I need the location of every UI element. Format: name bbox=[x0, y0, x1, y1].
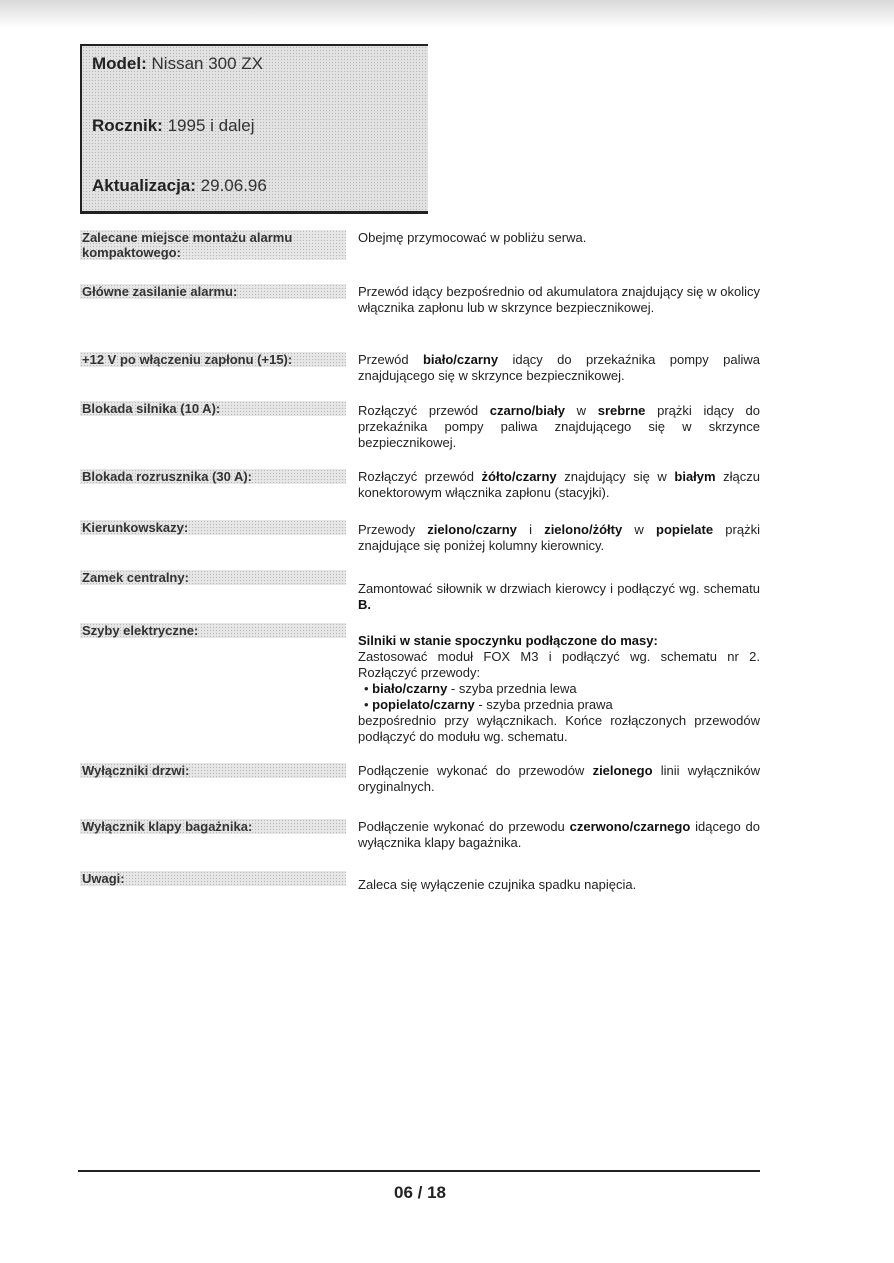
row-label: Główne zasilanie alarmu: bbox=[80, 284, 346, 299]
description-text: Podłączenie wykonać do przewodów bbox=[358, 763, 593, 778]
row-label: Zalecane miejsce montażu alarmu kompaktowego: bbox=[80, 230, 346, 260]
row-label: Uwagi: bbox=[80, 871, 346, 886]
description-text: linii wyłączników oryginalnych. bbox=[358, 763, 761, 794]
vehicle-info-box bbox=[80, 44, 428, 214]
row-label: Szyby elektryczne: bbox=[80, 623, 346, 638]
row-description bbox=[358, 403, 760, 451]
row-label: Kierunkowskazy: bbox=[80, 520, 346, 535]
description-heading: Silniki w stanie spoczynku podłączone do masy: bbox=[358, 633, 658, 648]
description-text: złączu konektorowym włącznika zapłonu (stacyjki). bbox=[358, 469, 760, 500]
wire-list bbox=[358, 681, 760, 713]
description-text: Rozłączyć przewód bbox=[358, 469, 482, 484]
row-description bbox=[358, 469, 760, 501]
description-text: w bbox=[622, 522, 656, 537]
year-value: 1995 i dalej bbox=[167, 116, 255, 135]
description-text: Obejmę przymocować w pobliżu serwa. bbox=[358, 230, 587, 245]
wire-position-text: - szyba przednia lewa bbox=[447, 681, 577, 696]
row-description bbox=[358, 763, 760, 795]
wire-color-text: biało/czarny bbox=[422, 352, 499, 367]
wire-color-text: czerwono/czarnego bbox=[569, 819, 691, 834]
wire-color-text: B. bbox=[358, 597, 371, 612]
description-text: Zaleca się wyłączenie czujnika spadku napięcia. bbox=[358, 877, 637, 892]
page-number: 06 / 18 bbox=[394, 1183, 446, 1202]
row-description bbox=[358, 581, 760, 613]
model-line bbox=[92, 54, 263, 74]
description-text: Zamontować siłownik w drzwiach kierowcy i podłączyć wg. schematu bbox=[358, 581, 760, 596]
description-text: Przewód bbox=[358, 352, 423, 367]
wire-color-text: biało/czarny bbox=[372, 681, 448, 696]
description-text: prążki znajdujące się poniżej kolumny kierownicy. bbox=[358, 522, 760, 553]
description-text: Przewody bbox=[358, 522, 428, 537]
row-description bbox=[358, 352, 760, 384]
description-text: Podłączenie wykonać do przewodu bbox=[358, 819, 570, 834]
wire-list-item bbox=[364, 681, 760, 697]
update-line bbox=[92, 176, 267, 196]
wire-color-text: białym bbox=[674, 469, 716, 484]
row-description bbox=[358, 522, 760, 554]
update-value: 29.06.96 bbox=[200, 176, 267, 195]
row-description bbox=[358, 633, 760, 745]
wire-list-item bbox=[364, 697, 760, 713]
wire-position-text: - szyba przednia prawa bbox=[474, 697, 613, 712]
wire-color-text: srebrne bbox=[597, 403, 646, 418]
row-label: Zamek centralny: bbox=[80, 570, 346, 585]
year-line bbox=[92, 116, 255, 136]
wire-color-text: zielonego bbox=[592, 763, 653, 778]
description-text: znajdujący się w bbox=[556, 469, 675, 484]
row-label: Wyłącznik klapy bagażnika: bbox=[80, 819, 346, 834]
row-label: +12 V po włączeniu zapłonu (+15): bbox=[80, 352, 346, 367]
model-value: Nissan 300 ZX bbox=[151, 54, 264, 73]
scan-shading bbox=[0, 0, 894, 28]
wire-color-text: czarno/biały bbox=[489, 403, 565, 418]
description-text: w bbox=[564, 403, 598, 418]
description-text: Rozłączyć przewód bbox=[358, 403, 490, 418]
description-text: idący do przekaźnika pompy paliwa znajdującego się w skrzynce bezpiecznikowej. bbox=[358, 352, 760, 383]
description-text: i bbox=[516, 522, 545, 537]
wire-color-text: popielato/czarny bbox=[372, 697, 475, 712]
footer-divider bbox=[78, 1170, 760, 1172]
year-label: Rocznik: bbox=[92, 116, 163, 135]
wire-color-text: zielono/żółty bbox=[544, 522, 623, 537]
row-description bbox=[358, 819, 760, 851]
description-text: bezpośrednio przy wyłącznikach. Końce rozłączonych przewodów podłączyć do modułu wg. schematu. bbox=[358, 713, 760, 744]
model-label: Model: bbox=[92, 54, 147, 73]
update-label: Aktualizacja: bbox=[92, 176, 196, 195]
row-description bbox=[358, 284, 760, 316]
wire-color-text: zielono/czarny bbox=[427, 522, 517, 537]
wire-color-text: popielate bbox=[656, 522, 714, 537]
description-text: Przewód idący bezpośrednio od akumulatora znajdujący się w okolicy włącznika zapłonu lub w skrzynce bezpiecznikowej. bbox=[358, 284, 760, 315]
description-text: Zastosować moduł FOX M3 i podłączyć wg. schematu nr 2. Rozłączyć przewody: bbox=[358, 649, 760, 680]
description-text: idącego do wyłącznika klapy bagażnika. bbox=[358, 819, 760, 850]
description-text: prążki idący do przekaźnika pompy paliwa znajdującego się w skrzynce bezpiecznikowej. bbox=[358, 403, 760, 450]
row-label: Wyłączniki drzwi: bbox=[80, 763, 346, 778]
row-description bbox=[358, 230, 760, 246]
row-label: Blokada rozrusznika (30 A): bbox=[80, 469, 346, 484]
row-label: Blokada silnika (10 A): bbox=[80, 401, 346, 416]
wire-color-text: żółto/czarny bbox=[481, 469, 557, 484]
row-description bbox=[358, 877, 760, 893]
